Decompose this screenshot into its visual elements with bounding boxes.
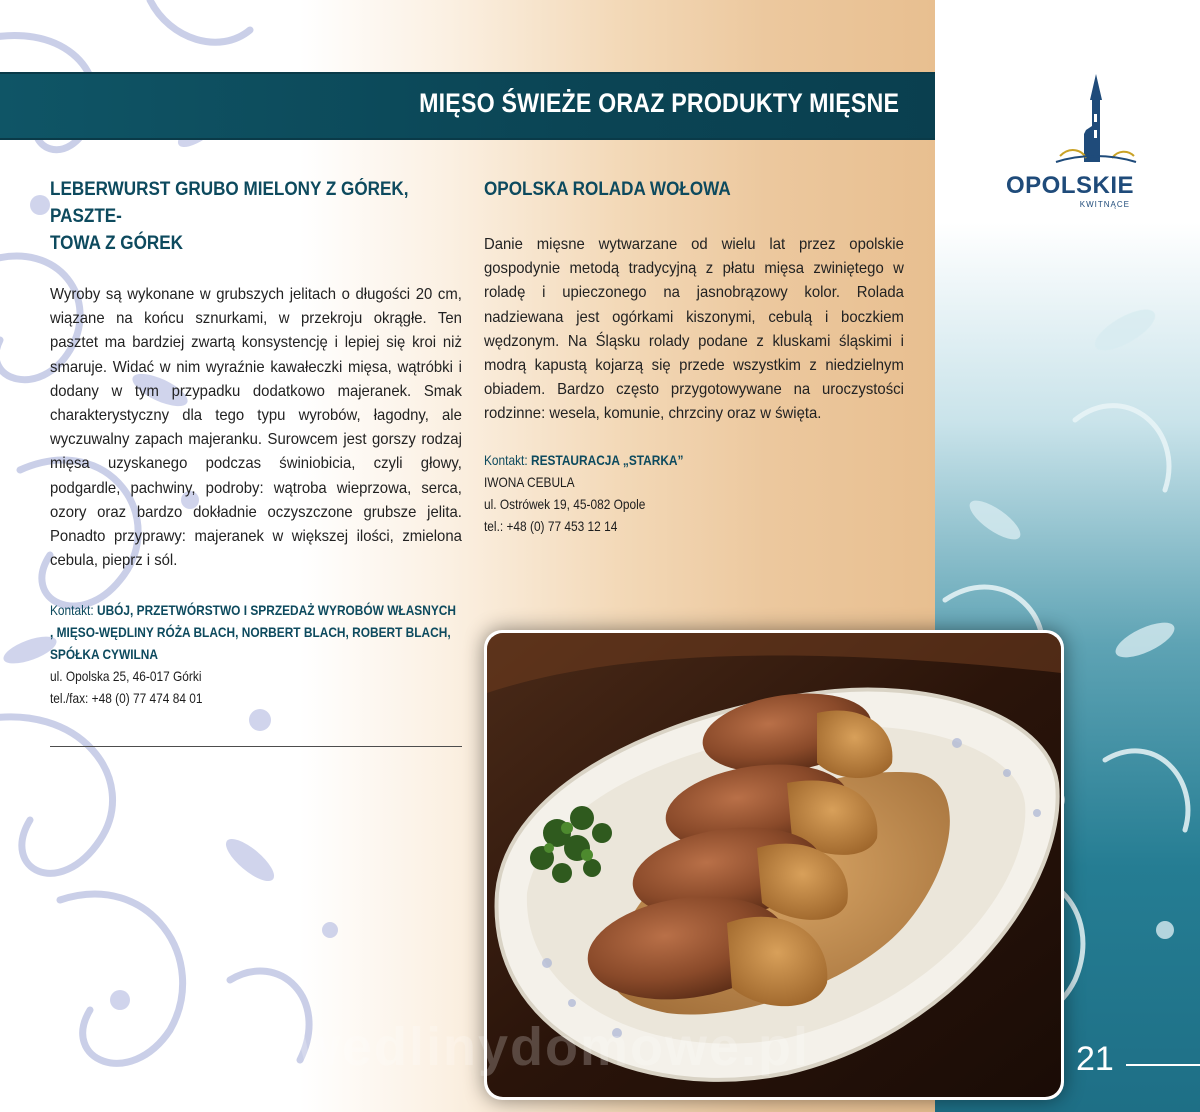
contact-organization: RESTAURACJA „STARKA” bbox=[530, 451, 684, 468]
contact-phone: tel./fax: +48 (0) 77 474 84 01 bbox=[50, 690, 203, 707]
section-header-bar bbox=[0, 72, 935, 140]
article-title bbox=[50, 176, 462, 257]
contact-organization: UBÓJ, PRZETWÓRSTWO I SPRZEDAŻ WYROBÓW WŁASNYCH , MIĘSO-WĘDLINY RÓŻA BLACH, NORBERT BLACH, ROBERT BLACH, SPÓŁKA CYWILNA bbox=[50, 602, 456, 663]
column-divider bbox=[50, 746, 462, 747]
contact-person: IWONA CEBULA bbox=[484, 473, 575, 490]
contact-phone: tel.: +48 (0) 77 453 12 14 bbox=[484, 517, 618, 534]
article-body: Wyroby są wykonane w grubszych jelitach o długości 20 cm, wiązane na końcu sznurkami, w przekroju okrągłe. Ten pasztet ma bardziej zwartą konsystencję i lepiej się kroi niż smaruje. Widać w nim wyraźnie kawałeczki mięsa, wątróbki i dodany w tym przypadku dodatkowo majeranek. Smak charakterystyczny dla tego typu wyrobów, łagodny, ale wyczuwalny zapach majeranku. Surowcem jest gorszy rodzaj mięsa uzyskanego podczas świniobicia, czyli głowy, podgardle, pachwiny, podroby: wątroba wieprzowa, serca, ozory oraz bardzo dokładnie oczyszczone grubsze jelita. Ponadto przyprawy: majeranek w większej ilości, zmielona cebula, pieprz i sól. bbox=[50, 286, 462, 570]
page-number: 21 bbox=[1076, 1040, 1114, 1078]
contact-block bbox=[50, 599, 460, 709]
page-number-rule bbox=[1126, 1064, 1200, 1066]
article-rolada bbox=[484, 176, 904, 537]
contact-block bbox=[484, 449, 902, 537]
article-leberwurst bbox=[50, 176, 462, 709]
logo-tagline: KWITNĄCE bbox=[1079, 200, 1130, 209]
contact-address: ul. Ostrówek 19, 45-082 Opole bbox=[484, 495, 646, 512]
article-title-line-2: TOWA Z GÓREK bbox=[50, 233, 184, 254]
contact-label: Kontakt: bbox=[50, 602, 94, 619]
contact-label: Kontakt: bbox=[484, 451, 528, 468]
opolskie-logo bbox=[1000, 70, 1140, 220]
article-title-line-1: LEBERWURST GRUBO MIELONY Z GÓREK, PASZTE- bbox=[50, 179, 409, 227]
contact-address: ul. Opolska 25, 46-017 Górki bbox=[50, 668, 202, 685]
logo-wordmark: OPOLSKIE bbox=[1005, 172, 1135, 199]
watermark: wedlinydomowe.pl bbox=[298, 1017, 811, 1077]
article-body: Danie mięsne wytwarzane od wielu lat przez opolskie gospodynie metodą tradycyjną z płatu mięsa zwiniętego w roladę i upieczonego na jasnobrązowy kolor. Rolada nadziewana jest ogórkami kiszonymi, cebulą i boczkiem wędzonym. Na Śląsku rolady podane z kluskami śląskimi i modrą kapustą kojarzą się przede wszystkim z niedzielnym obiadem. Bardzo często przygotowywane na uroczystości rodzinne: wesela, komunie, chrzciny oraz w święta. bbox=[484, 236, 904, 423]
section-title: MIĘSO ŚWIEŻE ORAZ PRODUKTY MIĘSNE bbox=[418, 88, 899, 118]
church-tower-icon bbox=[1000, 70, 1140, 170]
article-title: OPOLSKA ROLADA WOŁOWA bbox=[484, 179, 731, 200]
